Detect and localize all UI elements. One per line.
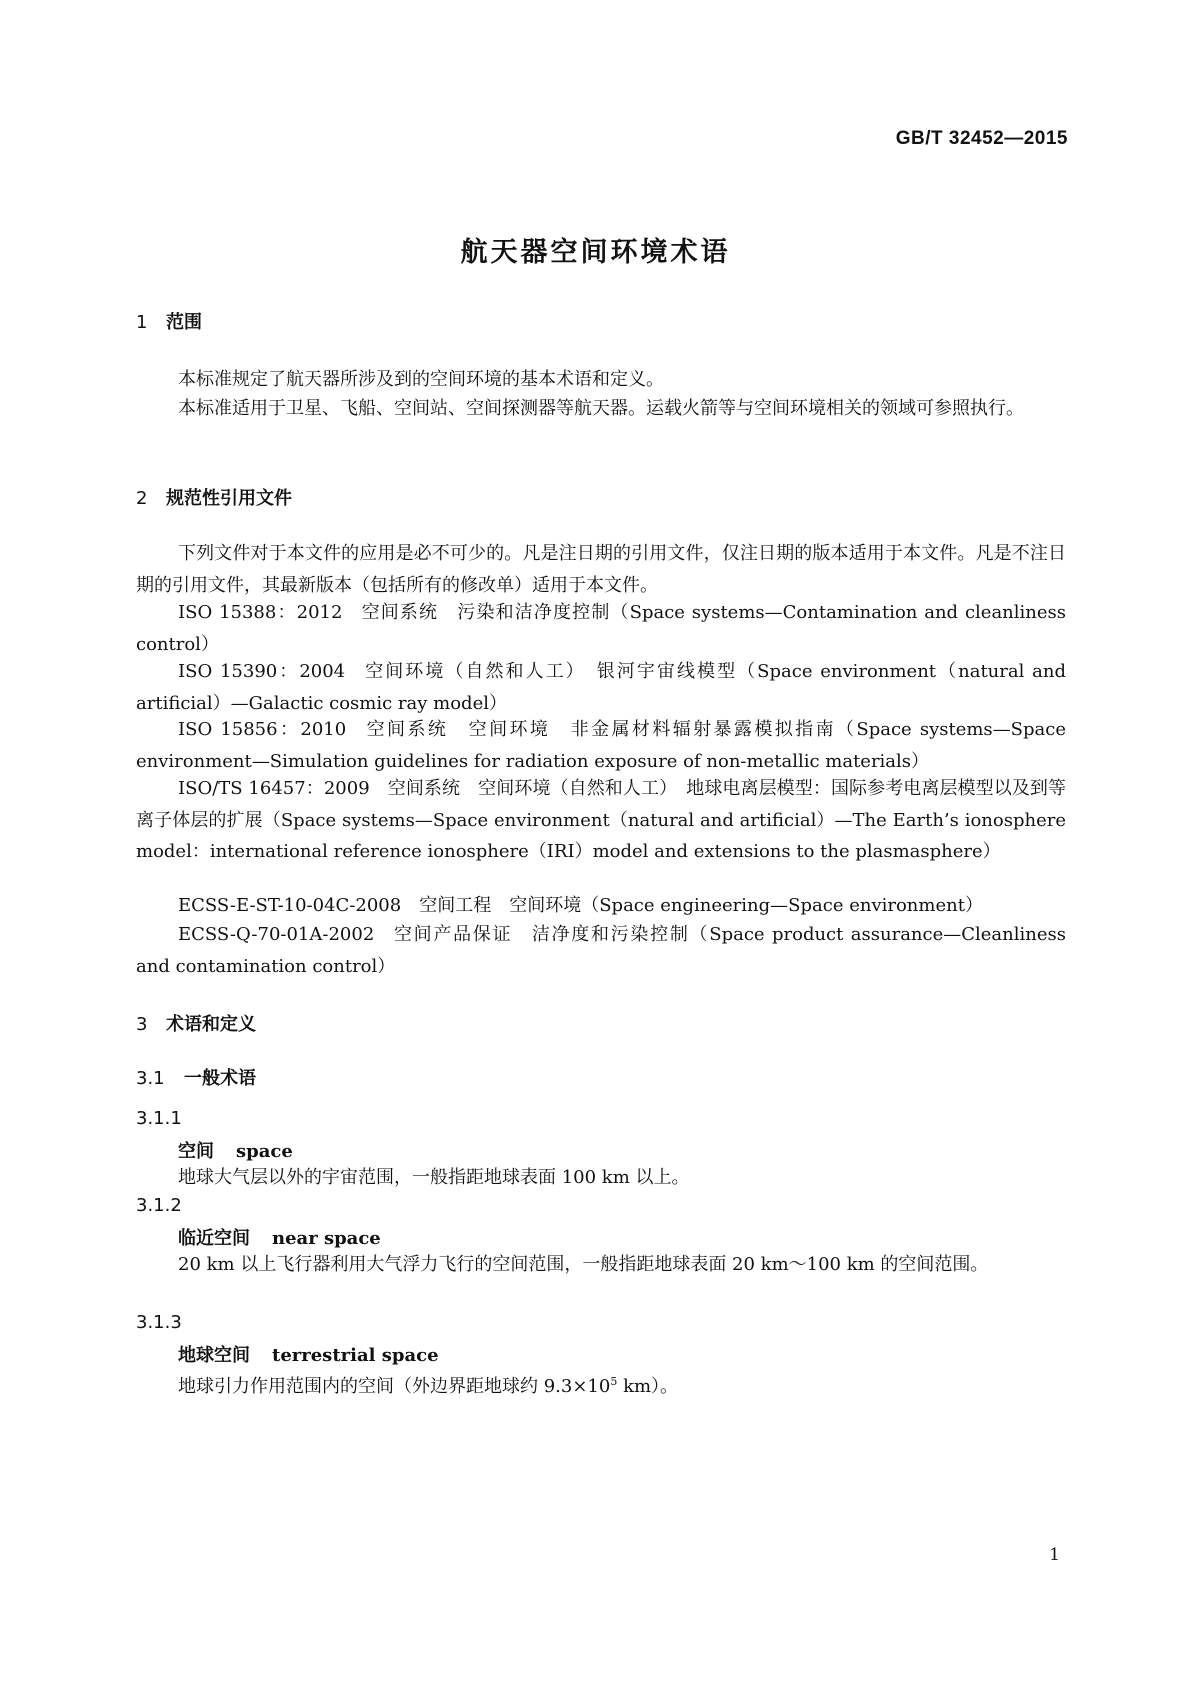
reference-title: 空间环境（自然和人工） 银河宇宙线模型（Space environment（natural and artificial）—Galactic cosmic ray model） bbox=[136, 661, 1066, 714]
term-number: 3.1.2 bbox=[136, 1195, 182, 1216]
term-heading bbox=[178, 1137, 293, 1163]
term-en: near space bbox=[272, 1228, 381, 1249]
document-title: 航天器空间环境术语 bbox=[460, 237, 731, 268]
reference-entry bbox=[136, 714, 1066, 777]
reference-title: 空间产品保证 洁净度和污染控制（Space product assurance—Cleanliness and contamination control） bbox=[136, 924, 1066, 977]
section-number: 2 bbox=[136, 488, 148, 509]
paragraph: 下列文件对于本文件的应用是必不可少的。凡是注日期的引用文件，仅注日期的版本适用于本文件。凡是不注日期的引用文件，其最新版本（包括所有的修改单）适用于本文件。 bbox=[136, 543, 1066, 596]
term-heading bbox=[178, 1224, 381, 1250]
section-title: 规范性引用文件 bbox=[166, 488, 292, 509]
subsection-title: 一般术语 bbox=[184, 1068, 256, 1089]
reference-entry bbox=[136, 919, 1066, 982]
subsection-number: 3.1 bbox=[136, 1068, 165, 1089]
reference-code: ISO 15390：2004 bbox=[178, 661, 346, 682]
reference-entry bbox=[136, 890, 1066, 922]
reference-entry bbox=[136, 597, 1066, 660]
reference-code: ISO/TS 16457：2009 bbox=[178, 778, 370, 799]
section-number: 3 bbox=[136, 1014, 148, 1035]
section-1-heading bbox=[136, 308, 202, 334]
reference-code: ISO 15388：2012 bbox=[178, 602, 343, 623]
term-number: 3.1.1 bbox=[136, 1108, 182, 1129]
section-title: 术语和定义 bbox=[166, 1014, 256, 1035]
paragraph: 本标准规定了航天器所涉及到的空间环境的基本术语和定义。 bbox=[178, 369, 664, 390]
definition-text: km）。 bbox=[617, 1376, 679, 1397]
term-definition bbox=[136, 1366, 1066, 1403]
reference-code: ECSS-Q-70-01A-2002 bbox=[178, 924, 375, 945]
reference-title: 空间系统 空间环境（自然和人工） 地球电离层模型：国际参考电离层模型以及到等离子体层的扩展（Space systems—Space environment（natural and artificial）—The Earth’s ionosphere model：international reference ionosphere（IRI）model and extensions to the plasmasphere） bbox=[136, 778, 1066, 862]
section-title: 范围 bbox=[166, 312, 202, 333]
subsection-heading bbox=[136, 1064, 256, 1090]
term-zh: 地球空间 bbox=[178, 1345, 250, 1366]
reference-code: ISO 15856：2010 bbox=[178, 719, 347, 740]
term-heading bbox=[178, 1341, 439, 1367]
term-zh: 临近空间 bbox=[178, 1228, 250, 1249]
exponent: 5 bbox=[610, 1375, 618, 1388]
section-number: 1 bbox=[136, 312, 148, 333]
page-number: 1 bbox=[1049, 1545, 1060, 1565]
paragraph: 本标准适用于卫星、飞船、空间站、空间探测器等航天器。运载火箭等与空间环境相关的领域可参照执行。 bbox=[178, 398, 1024, 419]
term-number: 3.1.3 bbox=[136, 1312, 182, 1333]
reference-title: 空间工程 空间环境（Space engineering—Space environment） bbox=[419, 895, 983, 916]
term-definition: 地球大气层以外的宇宙范围，一般指距地球表面 100 km 以上。 bbox=[178, 1167, 690, 1188]
term-en: space bbox=[236, 1141, 293, 1162]
reference-code: ECSS-E-ST-10-04C-2008 bbox=[178, 895, 402, 916]
standard-number: GB/T 32452—2015 bbox=[895, 128, 1068, 149]
reference-title: 空间系统 污染和洁净度控制（Space systems—Contamination and cleanliness control） bbox=[136, 602, 1066, 655]
reference-title: 空间系统 空间环境 非金属材料辐射暴露模拟指南（Space systems—Space environment—Simulation guidelines for radiation exposure of non-metallic materials） bbox=[136, 719, 1066, 772]
definition-text: 地球引力作用范围内的空间（外边界距地球约 9.3×10 bbox=[178, 1376, 611, 1397]
term-en: terrestrial space bbox=[272, 1345, 439, 1366]
reference-entry bbox=[136, 656, 1066, 719]
section-3-heading bbox=[136, 1010, 256, 1036]
reference-entry bbox=[136, 773, 1066, 868]
term-zh: 空间 bbox=[178, 1141, 214, 1162]
section-2-heading bbox=[136, 484, 292, 510]
term-definition: 20 km 以上飞行器利用大气浮力飞行的空间范围，一般指距地球表面 20 km～100 km 的空间范围。 bbox=[178, 1254, 989, 1275]
